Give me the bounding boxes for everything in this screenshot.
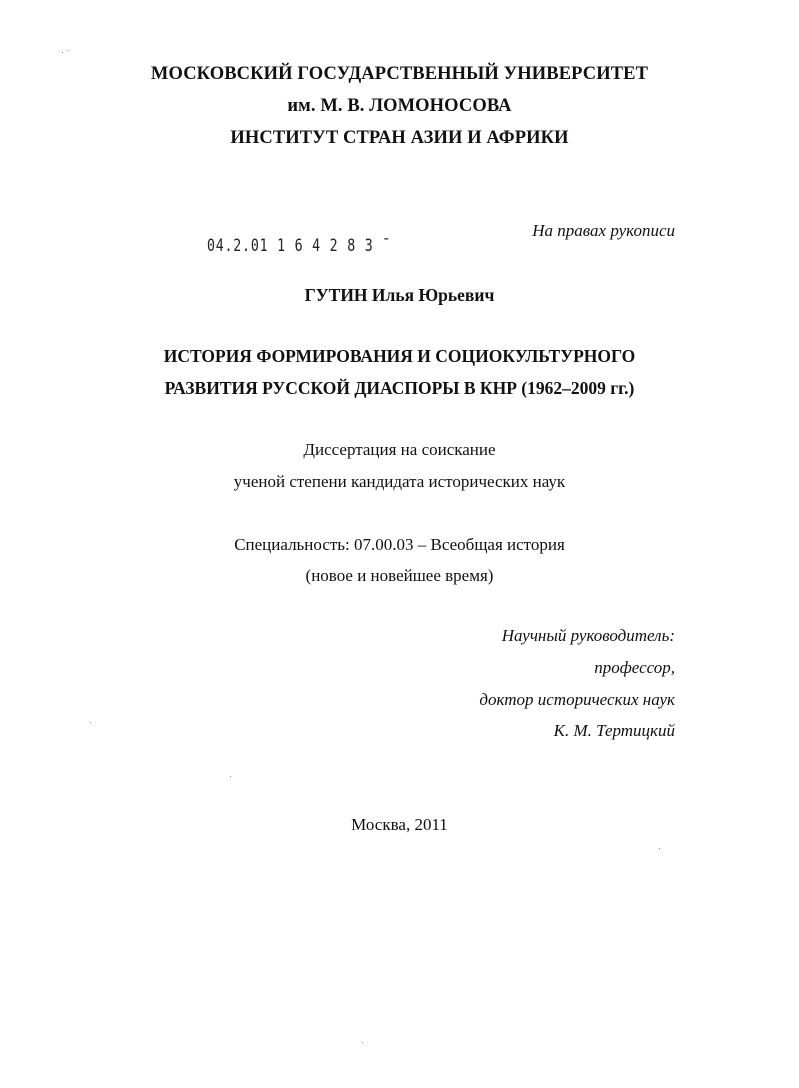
specialty-line-2: (новое и новейшее время) xyxy=(305,566,494,585)
institution-line-2: им. М. В. ЛОМОНОСОВА xyxy=(287,96,512,116)
scan-speck xyxy=(67,50,68,51)
supervisor-name: К. М. Тертицкий xyxy=(553,721,675,740)
supervisor-rank: профессор, xyxy=(594,658,675,677)
supervisor-degree: доктор исторических наук xyxy=(479,690,675,709)
degree-line-2: ученой степени кандидата исторических наук xyxy=(233,472,566,491)
specialty-line-1: Специальность: 07.00.03 – Всеобщая история xyxy=(234,535,565,554)
institution-line-3: ИНСТИТУТ СТРАН АЗИИ И АФРИКИ xyxy=(230,128,569,148)
thesis-title-line-1: ИСТОРИЯ ФОРМИРОВАНИЯ И СОЦИОКУЛЬТУРНОГО xyxy=(163,346,636,366)
supervisor-label: Научный руководитель: xyxy=(501,626,675,645)
scan-speck xyxy=(90,722,91,723)
thesis-title-line-2: РАЗВИТИЯ РУССКОЙ ДИАСПОРЫ В КНР (1962–2009 гг.) xyxy=(164,378,635,398)
place-year: Москва, 2011 xyxy=(351,815,448,834)
manuscript-note: На правах рукописи xyxy=(532,221,675,240)
scan-speck xyxy=(62,52,63,53)
archive-stamp-number: 04.2.01 1 6 4 2 8 3 ¯ xyxy=(207,236,392,256)
scan-speck xyxy=(362,1042,363,1043)
scan-speck xyxy=(230,776,231,777)
scan-speck xyxy=(659,848,660,849)
institution-line-1: МОСКОВСКИЙ ГОСУДАРСТВЕННЫЙ УНИВЕРСИТЕТ xyxy=(150,64,649,84)
degree-line-1: Диссертация на соискание xyxy=(303,440,496,459)
author-name: ГУТИН Илья Юрьевич xyxy=(304,285,495,305)
